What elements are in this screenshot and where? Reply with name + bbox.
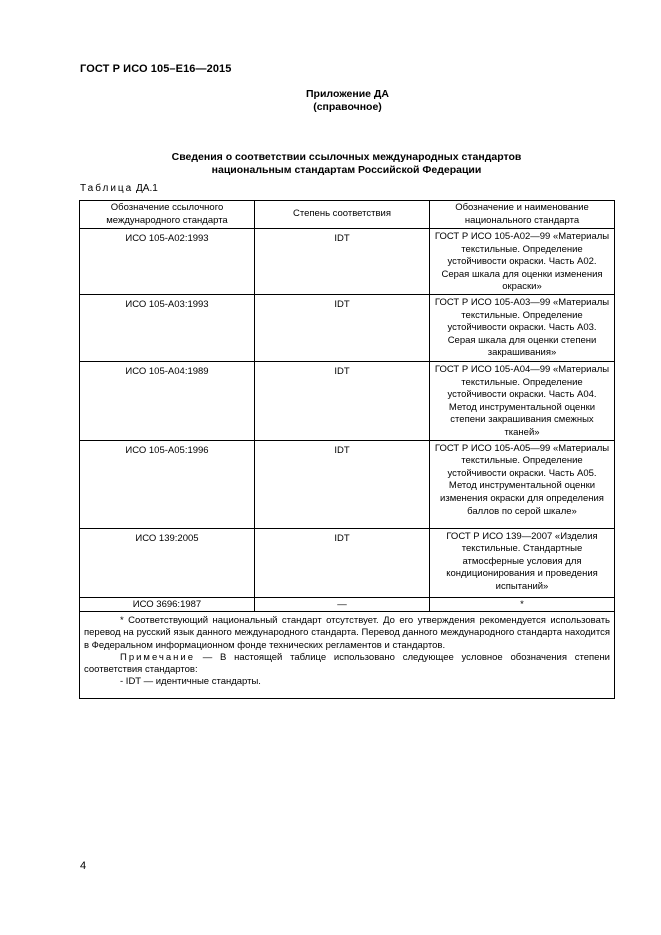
table-row xyxy=(80,597,615,612)
cell-degree: IDT xyxy=(255,440,430,528)
cell-reference: ИСО 3696:1987 xyxy=(80,597,255,612)
cell-national: ГОСТ Р ИСО 105-А03—99 «Материалы текстильные. Определение устойчивости окраски. Часть А03. Серая шкала для оценки степени закрашивания» xyxy=(430,294,615,361)
cell-reference: ИСО 139:2005 xyxy=(80,528,255,597)
section-heading-line-1: Сведения о соответствии ссылочных международных стандартов xyxy=(171,151,522,163)
table-footnote: * Соответствующий национальный стандарт отсутствует. До его утверждения рекомендуется использовать перевод на русский язык данного международного стандарта. Перевод данного международного стандарта находится в Федеральном информационном фонде технических регламентов и стандартов. xyxy=(84,615,610,651)
table-note-label: Примечание xyxy=(120,651,195,663)
cell-reference: ИСО 105-А04:1989 xyxy=(80,361,255,440)
table-notes-cell xyxy=(80,612,615,699)
table-row xyxy=(80,229,615,295)
cell-reference: ИСО 105-А05:1996 xyxy=(80,440,255,528)
column-header-national: Обозначение и наименование национального стандарта xyxy=(430,201,615,229)
table-label xyxy=(80,183,158,194)
page-number: 4 xyxy=(80,860,87,872)
column-header-degree: Степень соответствия xyxy=(255,201,430,229)
table-label-number: ДА.1 xyxy=(136,183,158,194)
cell-degree: IDT xyxy=(255,361,430,440)
column-header-reference: Обозначение ссылочного международного стандарта xyxy=(80,201,255,229)
cell-national: ГОСТ Р ИСО 139—2007 «Изделия текстильные. Стандартные атмосферные условия для кондиционирования и проведения испытаний» xyxy=(430,528,615,597)
cell-degree: IDT xyxy=(255,528,430,597)
correspondence-table xyxy=(79,200,615,699)
table-note-item: - IDT — идентичные стандарты. xyxy=(120,676,261,688)
table-label-prefix: Таблица xyxy=(80,183,134,194)
section-heading xyxy=(0,151,661,177)
table-row xyxy=(80,361,615,440)
cell-degree: — xyxy=(255,597,430,612)
cell-national: ГОСТ Р ИСО 105-А02—99 «Материалы текстильные. Определение устойчивости окраски. Часть А02. Серая шкала для оценки изменения окраски» xyxy=(430,229,615,295)
cell-national: ГОСТ Р ИСО 105-А05—99 «Материалы текстильные. Определение устойчивости окраски. Часть А05. Метод инструментальной оценки изменения окраски для определения баллов по серой шкале» xyxy=(430,440,615,528)
table-note xyxy=(84,652,610,676)
table-header-row xyxy=(80,201,615,229)
table-note-text: — В настоящей таблице использовано следующее условное обозначения степени соответствия стандартов: xyxy=(84,651,610,675)
table-row xyxy=(80,440,615,528)
cell-national: ГОСТ Р ИСО 105-А04—99 «Материалы текстильные. Определение устойчивости окраски. Часть А04. Метод инструментальной оценки степени закрашивания смежных тканей» xyxy=(430,361,615,440)
cell-degree: IDT xyxy=(255,294,430,361)
table-row xyxy=(80,294,615,361)
document-id: ГОСТ Р ИСО 105–Е16—2015 xyxy=(80,63,232,75)
section-heading-line-2: национальным стандартам Российской Федерации xyxy=(211,164,482,176)
annex-title: Приложение ДА xyxy=(306,88,389,100)
annex-block xyxy=(0,88,661,114)
cell-reference: ИСО 105-А02:1993 xyxy=(80,229,255,295)
table-row xyxy=(80,528,615,597)
annex-subtitle: (справочное) xyxy=(313,101,382,113)
table-notes-row xyxy=(80,612,615,699)
cell-national: * xyxy=(430,597,615,612)
cell-degree: IDT xyxy=(255,229,430,295)
cell-reference: ИСО 105-А03:1993 xyxy=(80,294,255,361)
